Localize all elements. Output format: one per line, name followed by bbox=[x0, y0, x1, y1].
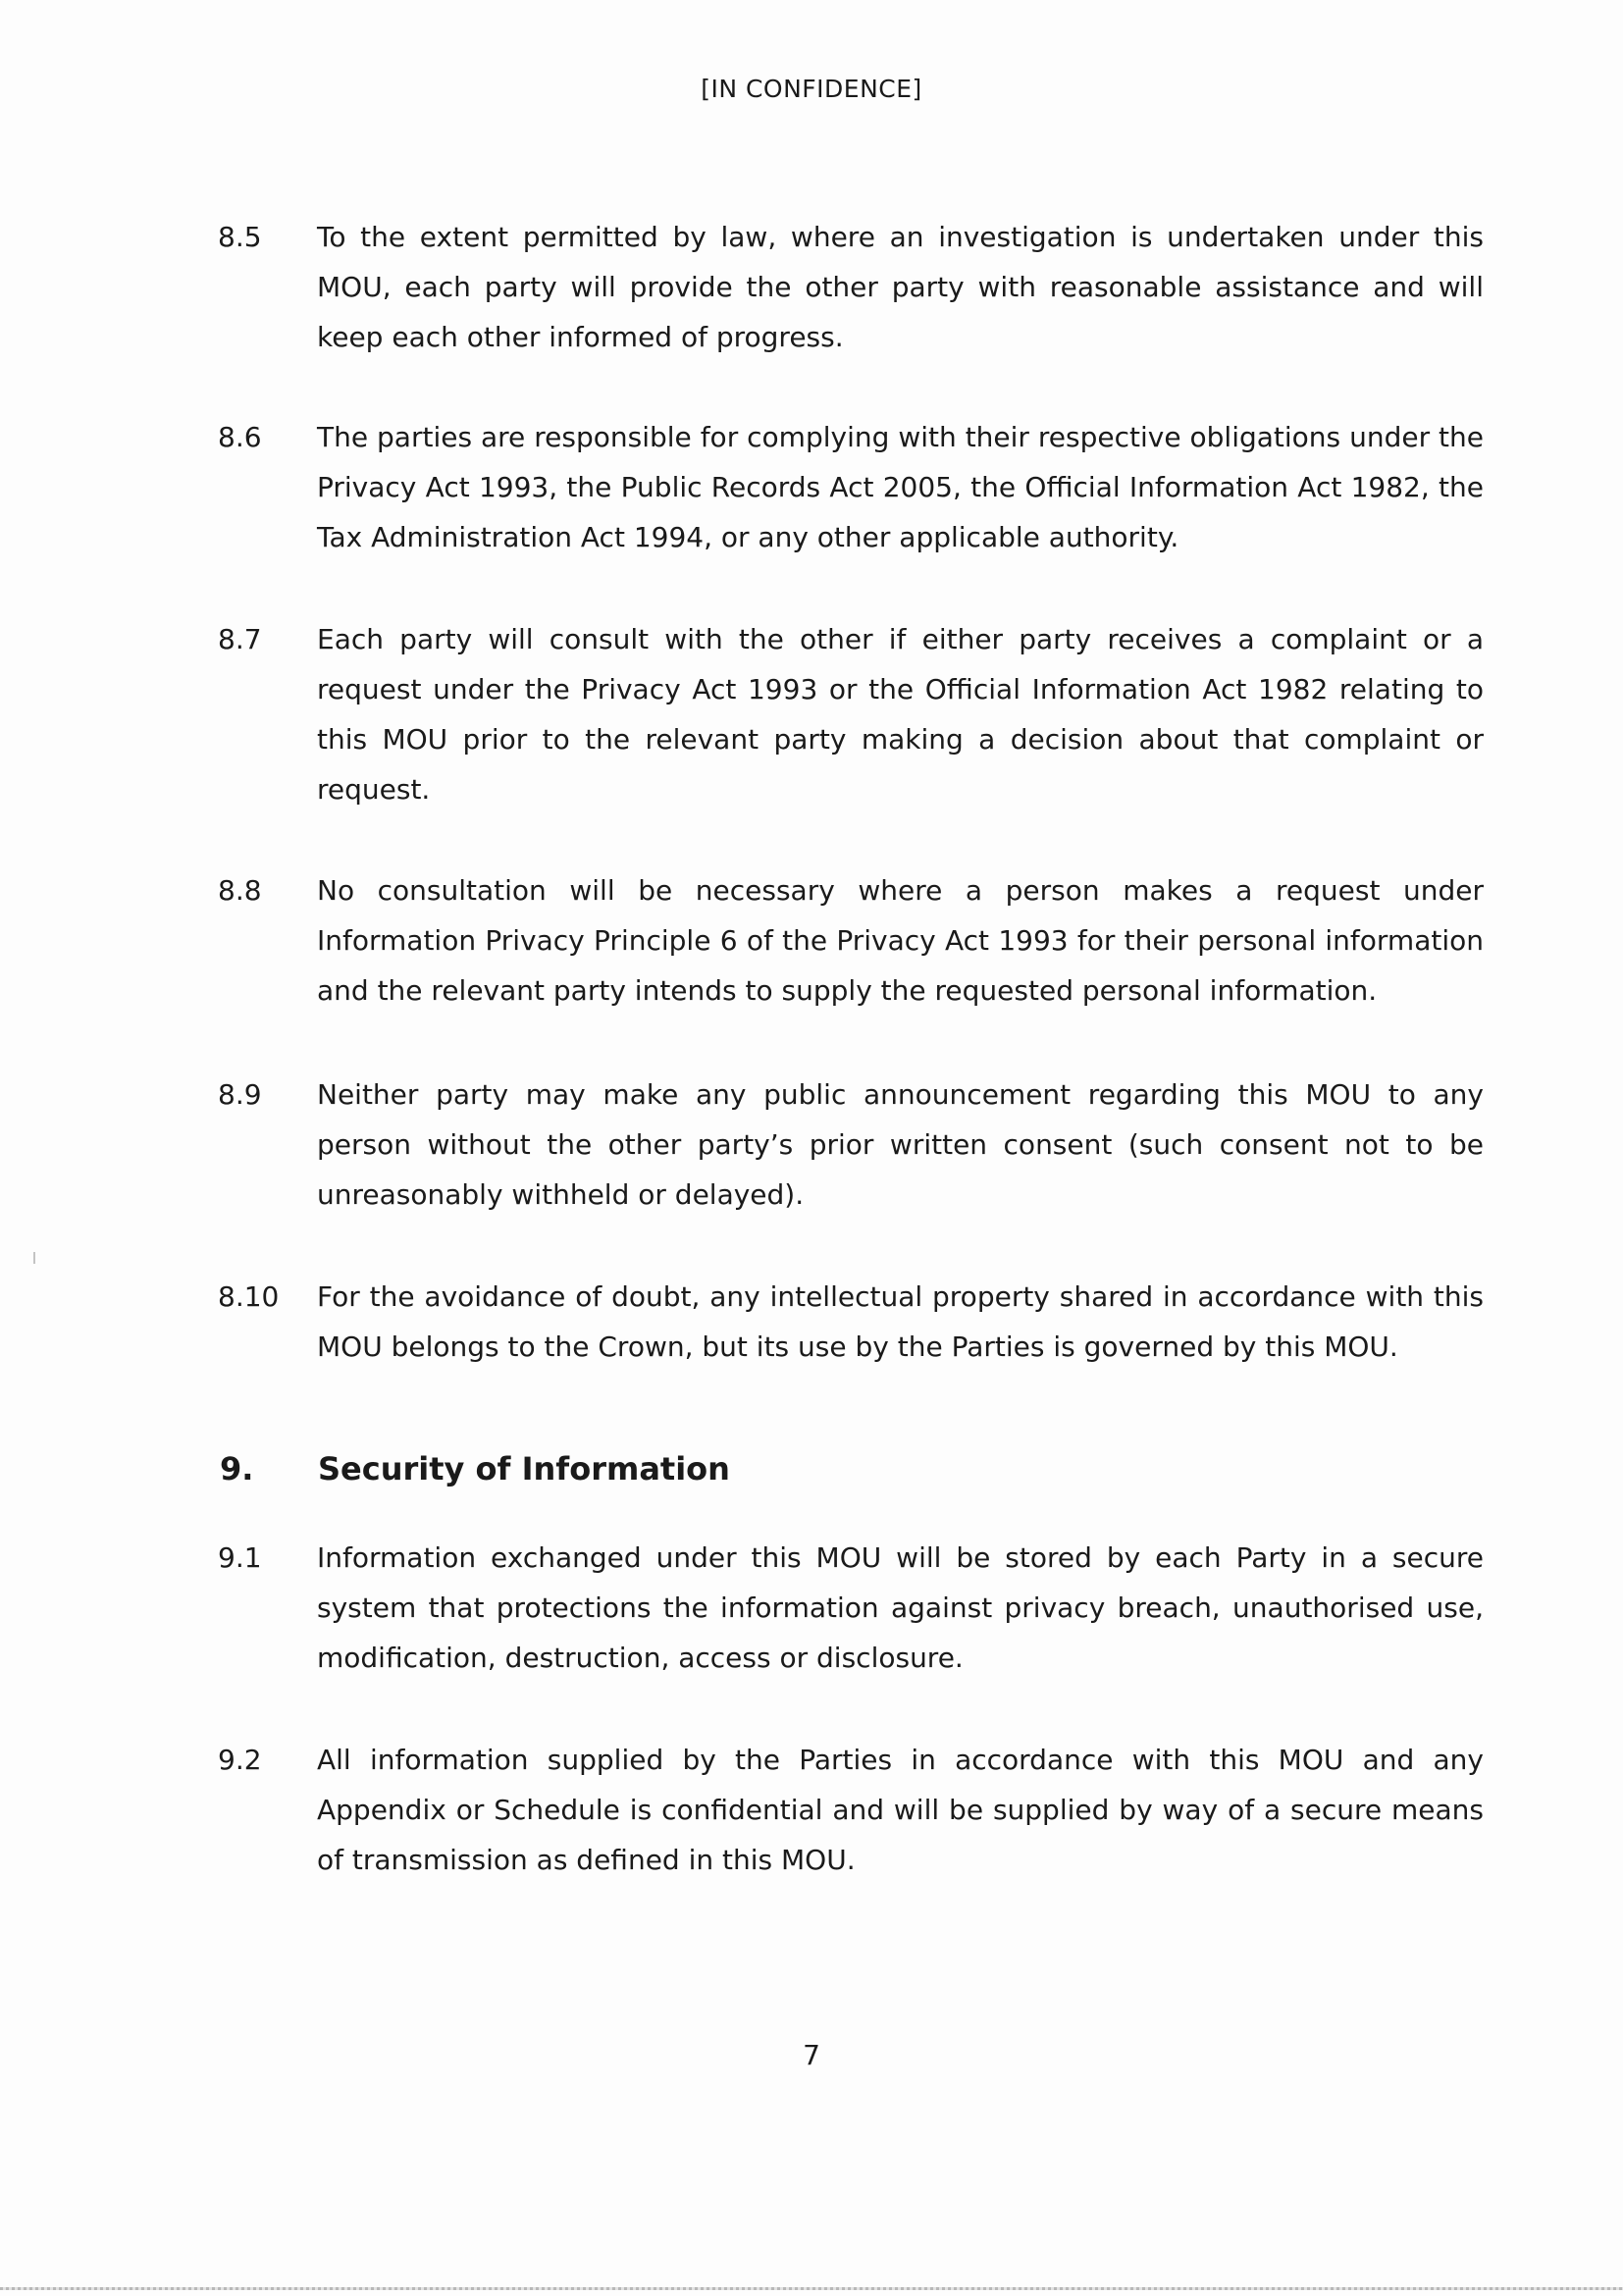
clause-number: 8.7 bbox=[218, 623, 262, 655]
clause-8-10 bbox=[218, 1272, 1484, 1372]
section-heading bbox=[220, 1450, 730, 1487]
clause-9-2 bbox=[218, 1735, 1484, 1885]
clause-number: 8.6 bbox=[218, 421, 262, 453]
scan-mark bbox=[33, 1252, 35, 1264]
clause-9-1 bbox=[218, 1533, 1484, 1683]
clause-8-7 bbox=[218, 614, 1484, 814]
clause-text: No consultation will be necessary where a person makes a request under Information Privacy Principle 6 of the Privacy Act 1993 for their personal information and the relevant party intends to supply the requested personal information. bbox=[317, 874, 1484, 1007]
clause-8-8 bbox=[218, 865, 1484, 1016]
clause-number: 8.9 bbox=[218, 1078, 262, 1111]
clause-8-6 bbox=[218, 412, 1484, 562]
section-number: 9. bbox=[220, 1450, 254, 1487]
scan-edge-rule bbox=[0, 2287, 1623, 2290]
clause-text: Information exchanged under this MOU will be stored by each Party in a secure system that protections the information against privacy breach, unauthorised use, modification, destruction, access or disclosure. bbox=[317, 1541, 1484, 1674]
clause-number: 9.2 bbox=[218, 1744, 262, 1776]
clause-number: 8.8 bbox=[218, 874, 262, 907]
section-title: Security of Information bbox=[318, 1450, 730, 1487]
clause-8-5 bbox=[218, 212, 1484, 362]
clause-number: 9.1 bbox=[218, 1541, 262, 1574]
clause-text: Neither party may make any public announcement regarding this MOU to any person without the other party’s prior written consent (such consent not to be unreasonably withheld or delayed). bbox=[317, 1078, 1484, 1211]
page-number: 7 bbox=[803, 2039, 820, 2071]
clause-8-9 bbox=[218, 1070, 1484, 1220]
clause-number: 8.10 bbox=[218, 1280, 280, 1313]
clause-text: For the avoidance of doubt, any intellectual property shared in accordance with this MOU belongs to the Crown, but its use by the Parties is governed by this MOU. bbox=[317, 1280, 1484, 1363]
clause-number: 8.5 bbox=[218, 221, 262, 253]
clause-text: The parties are responsible for complying with their respective obligations under the Privacy Act 1993, the Public Records Act 2005, the Official Information Act 1982, the Tax Administration Act 1994, or any other applicable authority. bbox=[317, 421, 1484, 553]
clause-text: All information supplied by the Parties in accordance with this MOU and any Appendix or Schedule is confidential and will be supplied by way of a secure means of transmission as defined in this MOU. bbox=[317, 1744, 1484, 1876]
clause-text: Each party will consult with the other if either party receives a complaint or a request under the Privacy Act 1993 or the Official Information Act 1982 relating to this MOU prior to the relevant party making a decision about that complaint or request. bbox=[317, 623, 1484, 806]
clause-text: To the extent permitted by law, where an investigation is undertaken under this MOU, each party will provide the other party with reasonable assistance and will keep each other informed of progress. bbox=[317, 221, 1484, 353]
confidentiality-header: [IN CONFIDENCE] bbox=[701, 75, 922, 103]
